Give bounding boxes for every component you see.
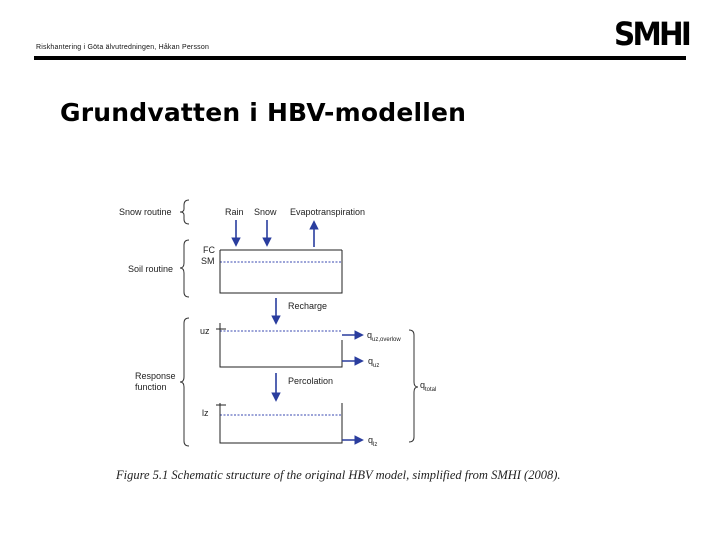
label-q-uz: $q_{uz}$ (368, 356, 380, 369)
label-evapotranspiration: Evapotranspiration (290, 207, 366, 217)
label-soil-routine: Soil routine (128, 264, 174, 274)
hbv-diagram (110, 195, 437, 457)
label-lz: lz (202, 408, 209, 418)
label-percolation: Percolation (288, 376, 334, 386)
label-q-lz: $q_{lz}$ (368, 435, 378, 448)
label-snow: Snow (254, 207, 277, 217)
label-rain: Rain (225, 207, 244, 217)
header-text: Riskhantering i Göta älvutredningen, Håkan Persson (36, 44, 210, 51)
label-function: function (135, 382, 167, 392)
label-q-total: $q_{total}$ (420, 380, 437, 393)
label-fc: FC (203, 245, 215, 255)
lz-box (220, 403, 342, 443)
slide-title: Grundvatten i HBV-modellen (60, 98, 467, 127)
uz-box (220, 323, 342, 367)
brace-total (409, 330, 418, 442)
brace-response (180, 318, 189, 446)
label-q-uz-overflow: $q_{uz,overlow}$ (367, 330, 401, 343)
label-uz: uz (200, 326, 210, 336)
label-recharge: Recharge (288, 301, 328, 311)
brace-soil (180, 240, 189, 297)
label-snow-routine: Snow routine (119, 207, 172, 217)
smhi-logo: SMHI (614, 15, 690, 53)
brace-snow (180, 200, 189, 224)
label-sm: SM (201, 256, 215, 266)
label-response: Response (135, 371, 176, 381)
header-rule (34, 56, 686, 60)
figure-caption: Figure 5.1 Schematic structure of the original HBV model, simplified from SMHI (2008). (116, 468, 561, 482)
soil-box (220, 250, 342, 293)
